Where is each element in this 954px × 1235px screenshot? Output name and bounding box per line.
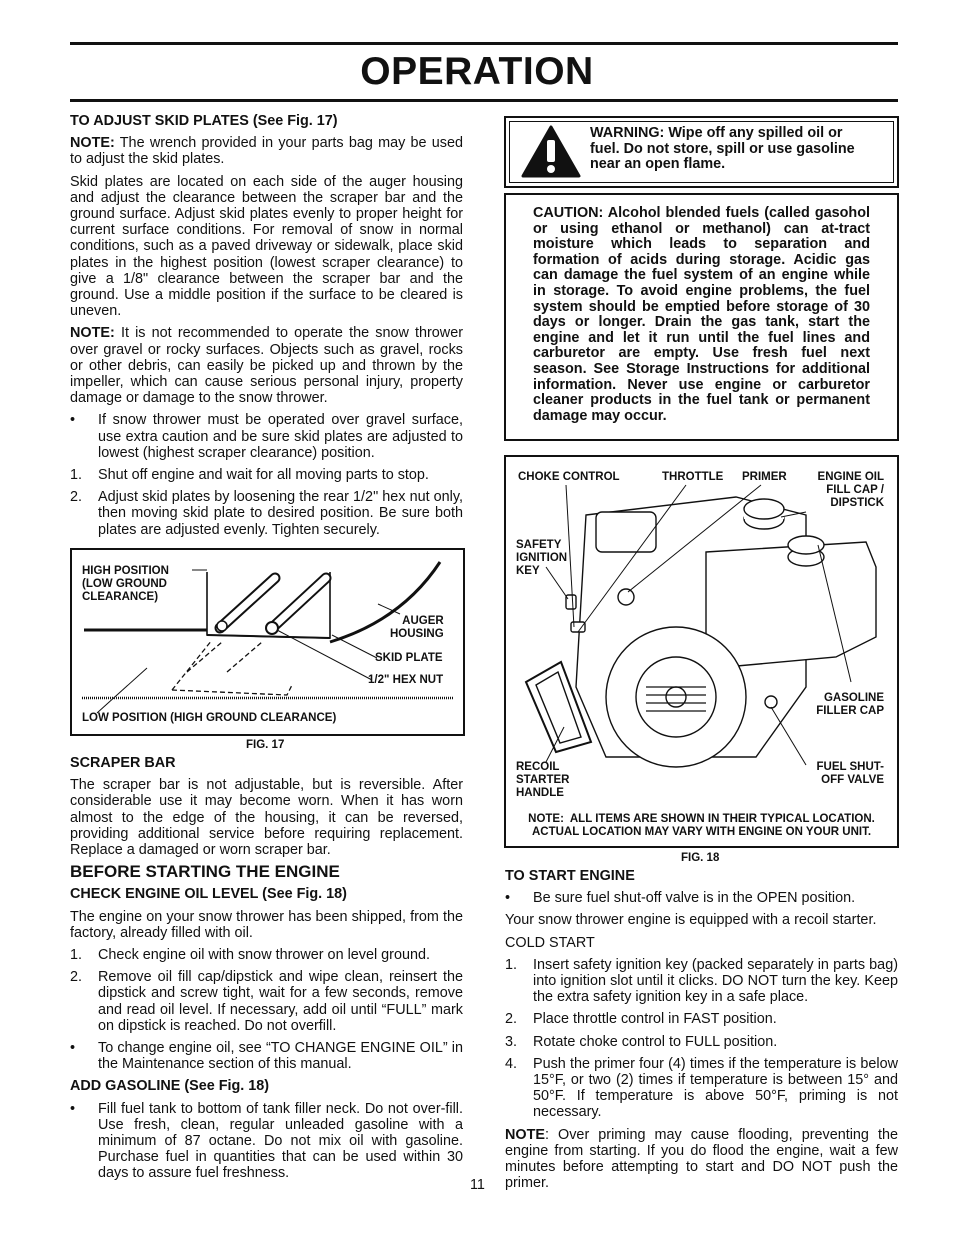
- cold-step-2: 2. Place throttle control in FAST position.: [505, 1011, 777, 1028]
- fig18-note: NOTE: ALL ITEMS ARE SHOWN IN THEIR TYPICAL LOCATION. ACTUAL LOCATION MAY VARY WITH ENGINE ON YOUR UNIT.: [528, 813, 875, 838]
- gas-heading: ADD GASOLINE (See Fig. 18): [70, 1078, 270, 1095]
- label-gasoline-cap: GASOLINE FILLER CAP: [816, 692, 884, 717]
- cold-step-1: 1. Insert safety ignition key (packed separately in parts bag) into ignition slot until it clicks. DO NOT turn the key. Keep the extra safety ignition key in a safe place.: [505, 956, 898, 1006]
- label-throttle: THROTTLE: [662, 471, 724, 483]
- left-column-bottom: [70, 755, 463, 1188]
- oil-paragraph: The engine on your snow thrower has been shipped, from the factory, already filled with oil.: [70, 908, 463, 941]
- oil-bullet-text: To change engine oil, see “TO CHANGE ENGINE OIL” in the Maintenance section of this manual.: [98, 1040, 463, 1073]
- skid-note-text: The wrench provided in your parts bag may be used to adjust the skid plates.: [70, 135, 463, 168]
- skid-step-1-text: Shut off engine and wait for all moving parts to stop.: [98, 467, 429, 484]
- skid-step-2: 2. Adjust skid plates by loosening the rear 1/2" hex nut only, then moving skid plate to desired position. Be sure both plates are adjusted evenly. Tighten securely.: [70, 489, 463, 538]
- figure-18: [504, 455, 899, 848]
- header-rule-top: [70, 42, 898, 45]
- label-fuel-valve: FUEL SHUT- OFF VALVE: [816, 761, 884, 786]
- caution-box: [504, 193, 899, 441]
- start-heading: TO START ENGINE: [505, 868, 635, 884]
- caution-text: CAUTION: Alcohol blended fuels (called gasohol or using ethanol or methanol) can at-tract moisture which leads to separation and formation of acids during storage. Acidic gas can damage the fuel system of an engine while in storage. To avoid engine problems, the fuel system should be emptied before storage of 30 days or longer. Drain the gas tank, start the engine and let it run until the fuel lines and carburetor are empty. Use fresh fuel next season. See Storage Instructions for additional information. Never use engine or carburetor cleaner products in the fuel tank or permanent damage may occur.: [533, 205, 870, 424]
- header-rule-bottom: [70, 99, 898, 102]
- start-bullet-text: Be sure fuel shut-off valve is in the OPEN position.: [533, 890, 856, 907]
- gravel-note: [70, 325, 463, 406]
- cold-step-2-text: Place throttle control in FAST position.: [533, 1011, 777, 1028]
- oil-bullet: • To change engine oil, see “TO CHANGE ENGINE OIL” in the Maintenance section of this manual.: [70, 1040, 463, 1073]
- skid-paragraph: Skid plates are located on each side of the auger housing and adjust the clearance between the scraper bar and the ground surface. Adjust skid plates evenly to proper height for current surface conditions. For removal of snow in normal conditions, such as a paved driveway or sidewalk, place skid plates in the highest position (lowest scraper clearance) to give a 1/8" clearance between the scraper bar and the ground. Use a middle position if the surface to be cleared is uneven.: [70, 173, 463, 320]
- oil-heading: CHECK ENGINE OIL LEVEL (See Fig. 18): [70, 886, 347, 903]
- cold-start-label: COLD START: [505, 934, 595, 951]
- cold-step-4-text: Push the primer four (4) times if the temperature is below 15°F, or two (2) times if temperature is between 15° and 50°F. If temperature is above 50°F, priming is not necessary.: [533, 1055, 898, 1121]
- oil-step-1: 1. Check engine oil with snow thrower on level ground.: [70, 947, 430, 964]
- page-title: OPERATION: [360, 50, 594, 93]
- label-safety-key: SAFETY IGNITION KEY: [516, 539, 568, 577]
- oil-step-1-text: Check engine oil with snow thrower on level ground.: [98, 947, 430, 964]
- gravel-note-label: NOTE:: [70, 325, 115, 342]
- label-engine-oil: ENGINE OIL FILL CAP / DIPSTICK: [817, 471, 884, 509]
- cold-step-4: 4. Push the primer four (4) times if the temperature is below 15°F, or two (2) times if temperature is between 15° and 50°F. If temperature is above 50°F, priming is not necessary.: [505, 1055, 898, 1121]
- skid-heading: TO ADJUST SKID PLATES (See Fig. 17): [70, 113, 338, 129]
- cold-step-3: 3. Rotate choke control to FULL position.: [505, 1033, 778, 1050]
- left-column-top: [70, 113, 463, 544]
- skid-step-1: 1. Shut off engine and wait for all moving parts to stop.: [70, 467, 429, 484]
- priming-note-label: NOTE: [505, 1126, 545, 1143]
- skid-note: [70, 135, 463, 167]
- right-column-bottom: [505, 868, 898, 1197]
- skid-step-2-text: Adjust skid plates by loosening the rear 1/2" hex nut only, then moving skid plate to desired position. Be sure both plates are adjusted evenly. Tighten securely.: [98, 489, 463, 538]
- figure-17: [70, 548, 465, 736]
- fig18-caption: FIG. 18: [681, 852, 720, 864]
- gas-bullet-text: Fill fuel tank to bottom of tank filler neck. Do not over-fill. Use fresh, clean, regular unleaded gasoline with a minimum of 87 octane. Do not mix oil with gasoline. Purchase fuel in quantities that can be used within 30 days to assure fuel freshness.: [98, 1100, 463, 1182]
- gravel-bullet: • If snow thrower must be operated over gravel surface, use extra caution and be sure skid plates are adjusted to lowest (highest scraper clearance) position.: [70, 412, 463, 461]
- skid-note-label: NOTE:: [70, 135, 115, 152]
- gas-bullet: • Fill fuel tank to bottom of tank filler neck. Do not over-fill. Use fresh, clean, regular unleaded gasoline with a minimum of 87 octane. Do not mix oil with gasoline. Purchase fuel in quantities that can be used within 30 days to assure fuel freshness.: [70, 1100, 463, 1182]
- label-high-position: HIGH POSITION (LOW GROUND CLEARANCE): [82, 565, 169, 603]
- label-recoil: RECOIL STARTER HANDLE: [516, 761, 570, 799]
- cold-step-1-text: Insert safety ignition key (packed separately in parts bag) into ignition slot until it clicks. DO NOT turn the key. Keep the extra safety ignition key in a safe place.: [533, 956, 898, 1006]
- label-hex-nut: 1/2" HEX NUT: [368, 674, 444, 686]
- scraper-heading: SCRAPER BAR: [70, 755, 176, 771]
- warning-box: [504, 116, 899, 188]
- label-choke-control: CHOKE CONTROL: [518, 471, 620, 483]
- priming-note: [505, 1127, 898, 1192]
- label-skid-plate: SKID PLATE: [375, 652, 443, 664]
- warning-text: WARNING: Wipe off any spilled oil or fuel. Do not store, spill or use gasoline near an open flame.: [590, 125, 855, 173]
- oil-step-2: 2. Remove oil fill cap/dipstick and wipe clean, reinsert the dipstick and screw tight, wait for a few seconds, remove and read oil level. If necessary, add oil until “FULL” mark on dipstick is reached. Do not overfill.: [70, 969, 463, 1034]
- scraper-paragraph: The scraper bar is not adjustable, but is reversible. After considerable use it may become worn. When it has worn almost to the edge of the housing, it can be reversed, providing additional service before requiring replacement. Replace a damaged or worn scraper bar.: [70, 777, 463, 859]
- before-starting-heading: BEFORE STARTING THE ENGINE: [70, 862, 340, 882]
- oil-step-2-text: Remove oil fill cap/dipstick and wipe clean, reinsert the dipstick and screw tight, wait for a few seconds, remove and read oil level. If necessary, add oil until “FULL” mark on dipstick is reached. Do not overfill.: [98, 969, 463, 1034]
- warning-triangle-icon: [520, 124, 582, 180]
- recoil-paragraph: Your snow thrower engine is equipped with a recoil starter.: [505, 912, 877, 929]
- label-primer: PRIMER: [742, 471, 787, 483]
- label-auger-housing: AUGER HOUSING: [390, 615, 444, 640]
- priming-note-text: : Over priming may cause flooding, preventing the engine from starting. If you do flood the engine, wait a few minutes before attempting to start and DO NOT push the primer.: [505, 1126, 898, 1192]
- label-low-position: LOW POSITION (HIGH GROUND CLEARANCE): [82, 712, 337, 724]
- page-number: 11: [470, 1177, 485, 1193]
- cold-step-3-text: Rotate choke control to FULL position.: [533, 1033, 778, 1050]
- fig17-caption: FIG. 17: [246, 739, 285, 751]
- gravel-bullet-text: If snow thrower must be operated over gravel surface, use extra caution and be sure skid plates are adjusted to lowest (highest scraper clearance) position.: [98, 412, 463, 461]
- gravel-note-text: It is not recommended to operate the snow thrower over gravel or rocky surfaces. Objects such as gravel, rocks or other debris, can easily be picked up and thrown by the impeller, which can cause serious personal injury, property damage or damage to the snow thrower.: [70, 325, 463, 407]
- start-bullet: • Be sure fuel shut-off valve is in the OPEN position.: [505, 890, 856, 907]
